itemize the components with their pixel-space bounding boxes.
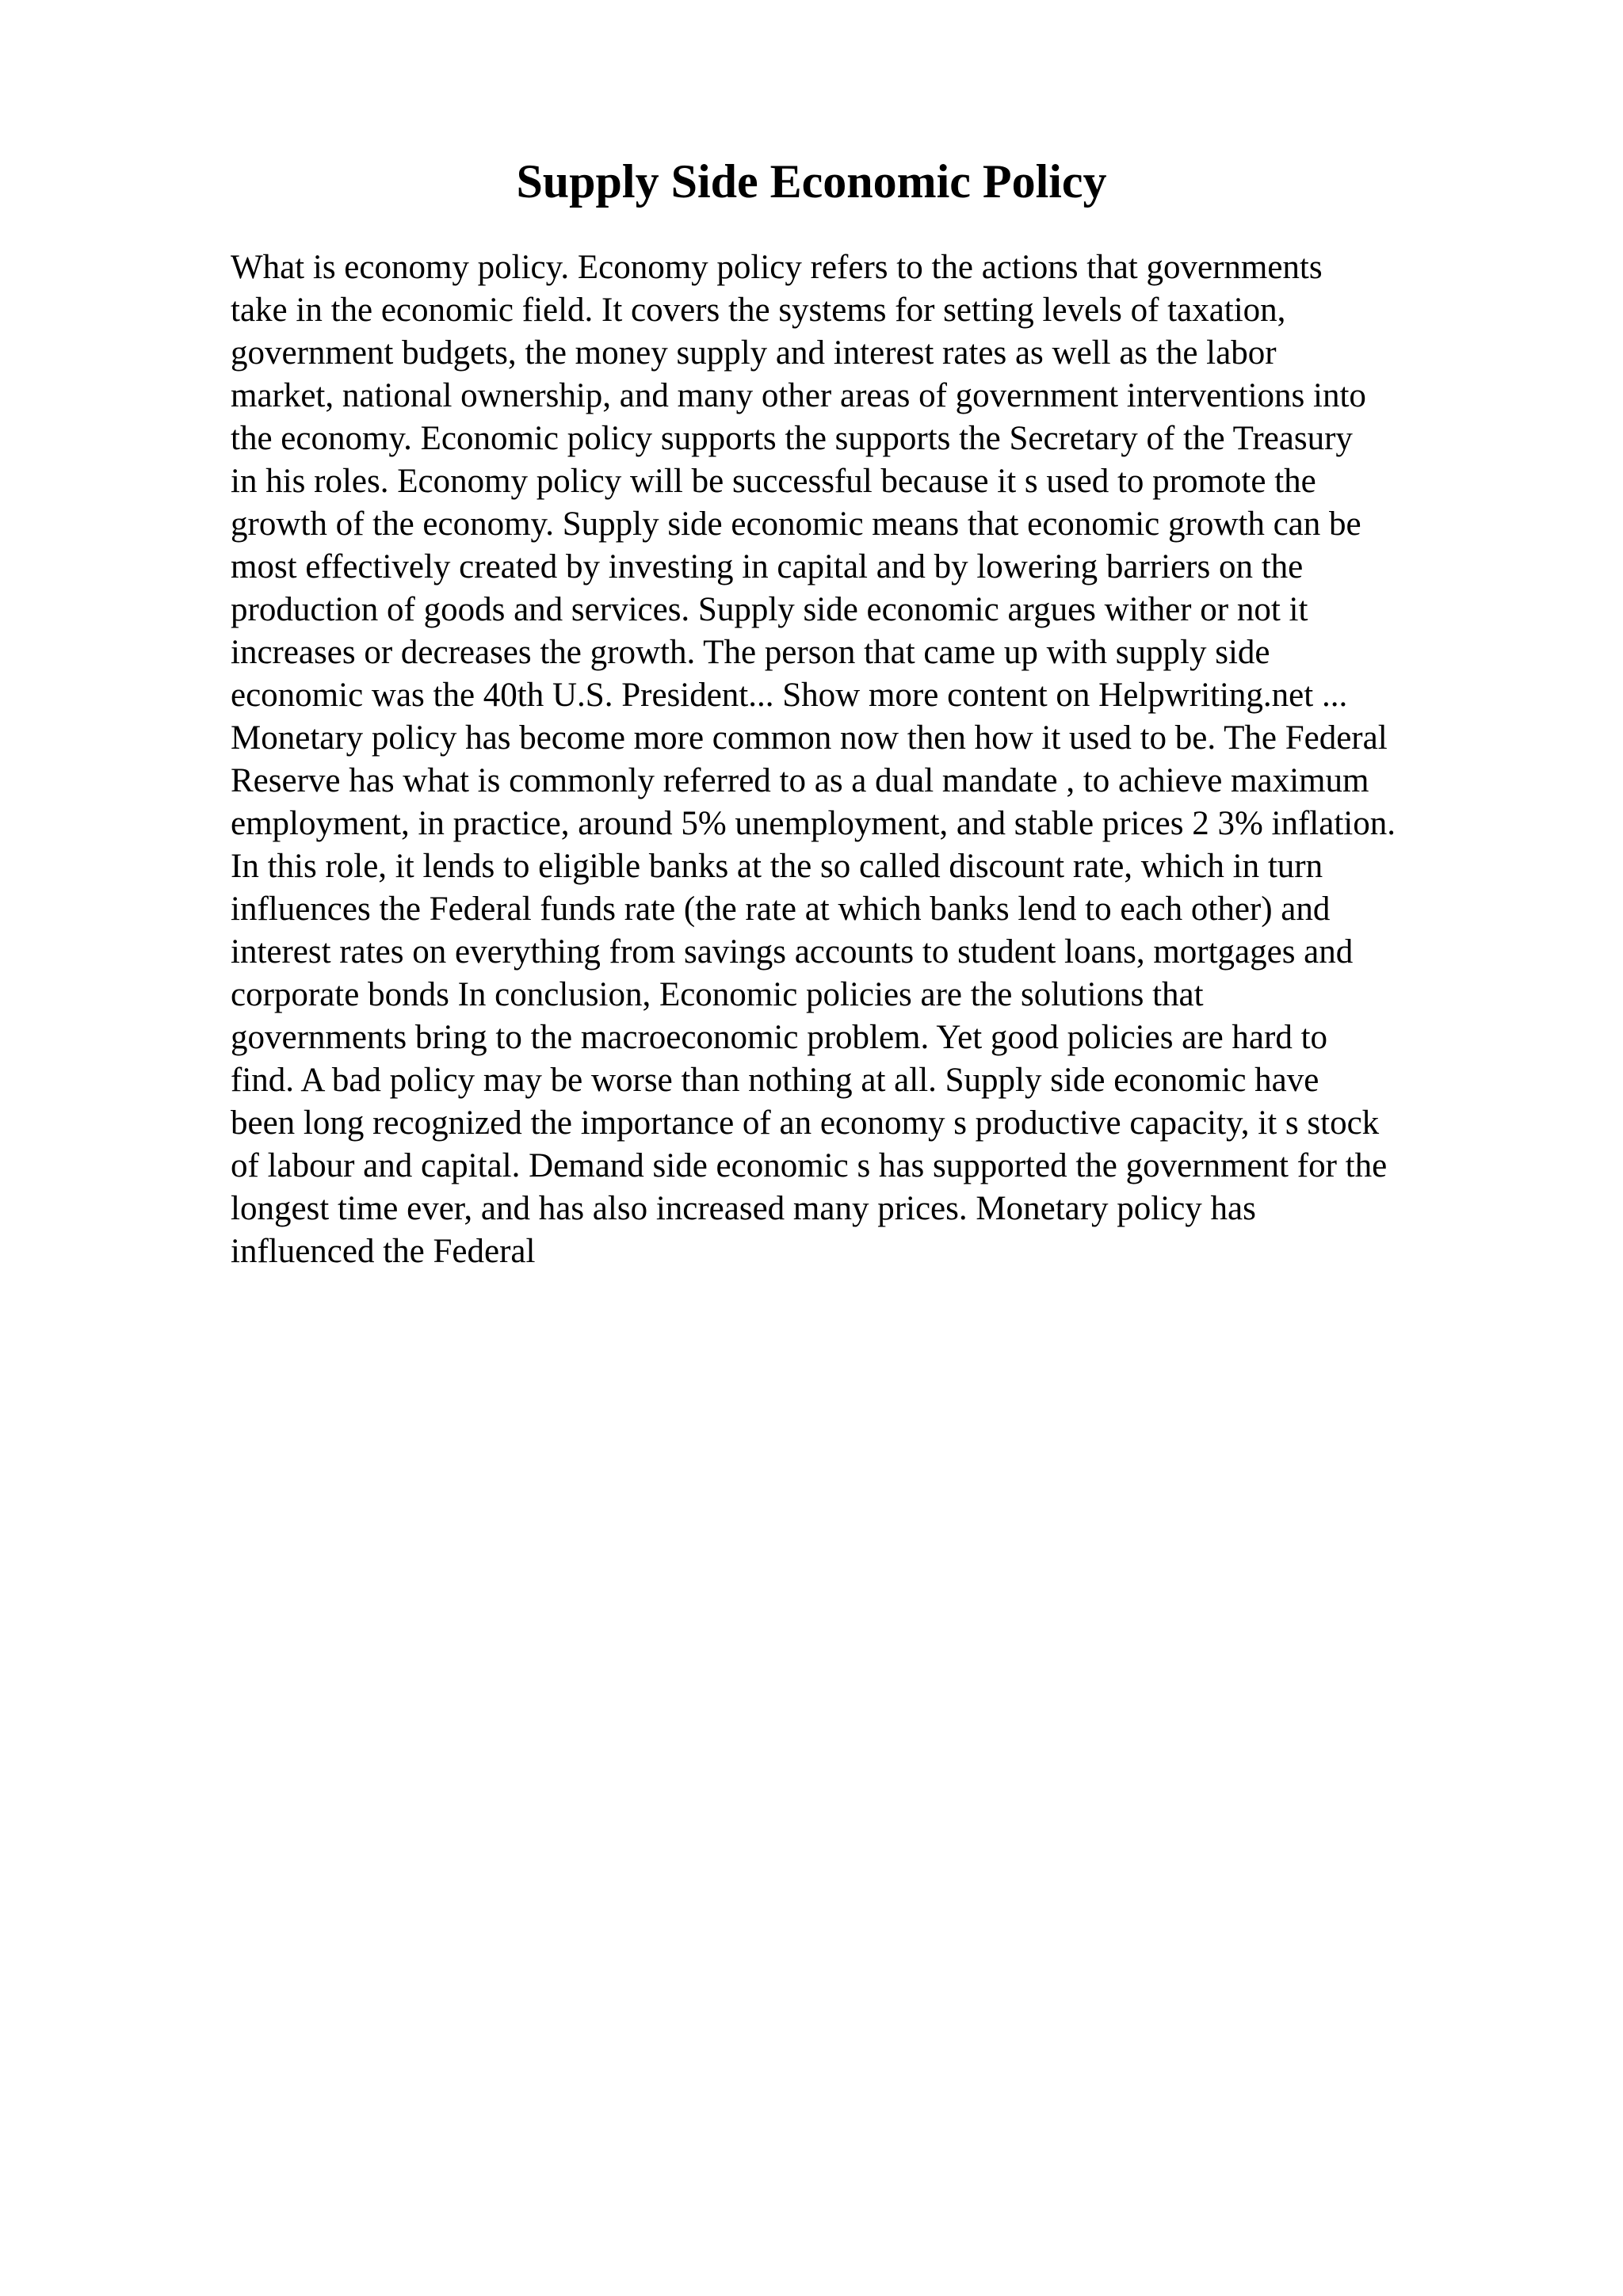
document-title: Supply Side Economic Policy xyxy=(516,155,1107,208)
text-line: economic was the 40th U.S. President... Show more content on Helpwriting.net ... xyxy=(231,677,1348,714)
text-line: find. A bad policy may be worse than nothing at all. Supply side economic have xyxy=(231,1062,1319,1099)
text-line: longest time ever, and has also increased many prices. Monetary policy has xyxy=(231,1190,1256,1227)
text-line: increases or decreases the growth. The person that came up with supply side xyxy=(231,634,1270,671)
text-line: What is economy policy. Economy policy refers to the actions that governments xyxy=(231,249,1323,286)
text-line: corporate bonds In conclusion, Economic policies are the solutions that xyxy=(231,976,1204,1013)
text-line: been long recognized the importance of an economy s productive capacity, it s stock xyxy=(231,1104,1380,1142)
text-line: Reserve has what is commonly referred to as a dual mandate , to achieve maximum xyxy=(231,762,1369,799)
text-line: government budgets, the money supply and interest rates as well as the labor xyxy=(231,334,1277,372)
text-line: the economy. Economic policy supports the supports the Secretary of the Treasury xyxy=(231,420,1353,457)
body-paragraph xyxy=(231,246,1499,1273)
text-line: interest rates on everything from savings accounts to student loans, mortgages and xyxy=(231,933,1354,971)
text-line: production of goods and services. Supply side economic argues wither or not it xyxy=(231,591,1308,628)
text-line: market, national ownership, and many other areas of government interventions into xyxy=(231,377,1366,414)
text-line: influences the Federal funds rate (the rate at which banks lend to each other) and xyxy=(231,891,1331,928)
text-line: most effectively created by investing in capital and by lowering barriers on the xyxy=(231,548,1304,585)
text-line: governments bring to the macroeconomic problem. Yet good policies are hard to xyxy=(231,1019,1328,1056)
text-line: growth of the economy. Supply side economic means that economic growth can be xyxy=(231,505,1361,543)
text-line: Monetary policy has become more common now then how it used to be. The Federal xyxy=(231,719,1388,757)
text-line: take in the economic field. It covers the systems for setting levels of taxation, xyxy=(231,292,1286,329)
text-line: influenced the Federal xyxy=(231,1233,536,1270)
text-line: employment, in practice, around 5% unemployment, and stable prices 2 3% inflation. xyxy=(231,805,1396,842)
text-line: in his roles. Economy policy will be successful because it s used to promote the xyxy=(231,463,1316,500)
text-line: of labour and capital. Demand side economic s has supported the government for the xyxy=(231,1147,1388,1184)
text-line: In this role, it lends to eligible banks at the so called discount rate, which in turn xyxy=(231,848,1323,885)
